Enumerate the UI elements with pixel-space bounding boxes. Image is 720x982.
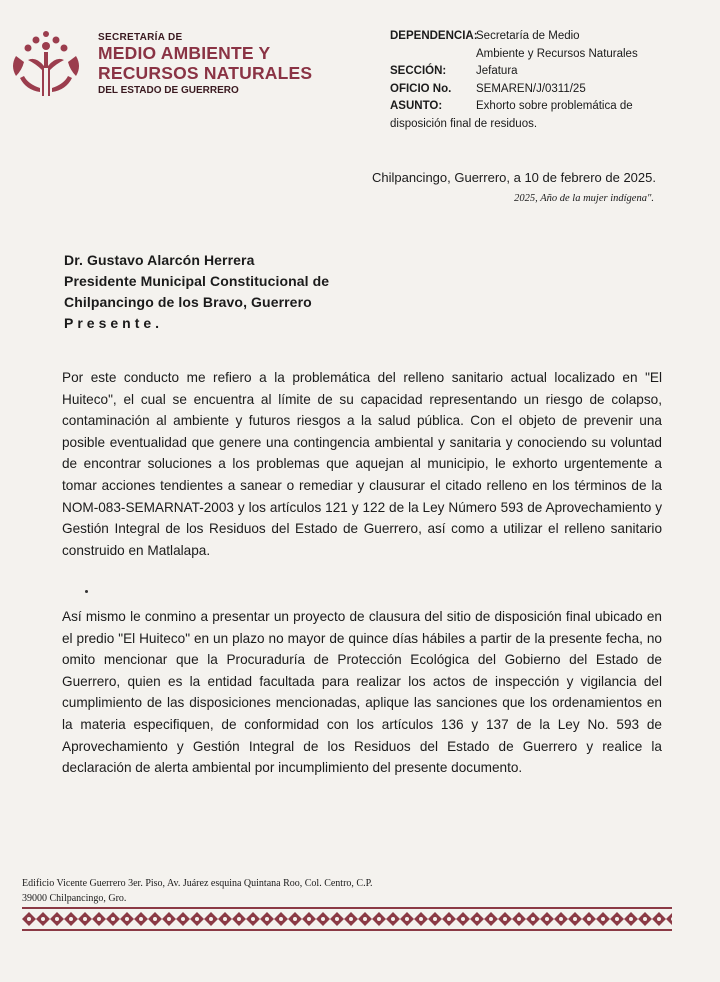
tree-hands-logo-icon: [6, 26, 86, 98]
oficio-value: SEMAREN/J/0311/25: [476, 82, 586, 95]
decorative-border-pattern: [22, 905, 672, 933]
org-line-4: DEL ESTADO DE GUERRERO: [98, 85, 239, 96]
organization-name: [98, 32, 312, 96]
org-line-1: SECRETARÍA DE: [98, 32, 183, 43]
footer-line-2: 39000 Chilpancingo, Gro.: [22, 893, 127, 904]
asunto-value: Exhorto sobre problemática de: [476, 100, 633, 112]
addressee-presente: Presente.: [64, 315, 164, 331]
dependencia-label: DEPENDENCIA:: [390, 30, 478, 42]
addressee-title: Presidente Municipal Constitucional de: [64, 273, 330, 289]
org-line-3: RECURSOS NATURALES: [98, 63, 313, 83]
addressee-block: [64, 250, 329, 334]
dependencia-value-cont: Ambiente y Recursos Naturales: [476, 47, 638, 60]
seccion-label: SECCIÓN:: [390, 65, 447, 77]
footer-address: [22, 876, 373, 906]
addressee-name: Dr. Gustavo Alarcón Herrera: [64, 252, 255, 268]
body-paragraph-2: Así mismo le conmino a presentar un proyecto de clausura del sitio de disposición final ubicado en el predio "El Huiteco" en un plazo no mayor de quince días hábiles a partir de la presente fecha, no omito mencionar que la Procuraduría de Protección Ecológica del Gobierno del Estado de Guerrero, quien es la entidad facultada para realizar los actos de inspección y vigilancia del cumplimiento de las disposiciones mencionadas, aplique las sanciones que los ordenamientos en la materia especifiquen, de conformidad con los artículos 136 y 137 de la Ley No. 593 de Aprovechamiento y Gestión Integral de los Residuos del Estado de Guerrero y realice la declaración de alerta ambiental por incumplimiento del presente documento.: [62, 609, 662, 776]
year-motto: 2025, Año de la mujer indígena".: [514, 193, 654, 204]
footer-line-1: Edificio Vicente Guerrero 3er. Piso, Av. Juárez esquina Quintana Roo, Col. Centro, C.P.: [22, 878, 373, 889]
body-paragraph-1: Por este conducto me refiero a la problemática del relleno sanitario actual localizado en "El Huiteco", el cual se encuentra al límite de su capacidad representando un riesgo de colapso, contaminación al ambiente y futuros riesgos a la salud pública. Con el objeto de prevenir una posible eventualidad que genere una contingencia ambiental y sanitaria y conociendo su voluntad de encontrar soluciones a los problemas que aquejan al municipio, le exhorto urgentemente a tomar acciones tendientes a sanear o remediar y clausurar el citado relleno en los términos de la NOM-083-SEMARNAT-2003 y los artículos 121 y 122 de la Ley Número 593 de Aprovechamiento y Gestión Integral de los Residuos del Estado de Guerrero, así como a utilizar el relleno sanitario construido en Matlalapa.: [62, 370, 662, 558]
letter-metadata: [390, 28, 716, 133]
seccion-value: Jefatura: [476, 65, 518, 77]
addressee-municipality: Chilpancingo de los Bravo, Guerrero: [64, 294, 312, 310]
asunto-label: ASUNTO:: [390, 100, 443, 112]
org-line-2: MEDIO AMBIENTE Y: [98, 43, 271, 63]
date-line: Chilpancingo, Guerrero, a 10 de febrero de 2025.: [371, 170, 656, 185]
oficio-label: OFICIO No.: [390, 82, 452, 95]
asunto-value-cont: disposición final de residuos.: [390, 117, 538, 130]
dependencia-value: Secretaría de Medio: [476, 30, 580, 42]
stray-mark: [85, 590, 88, 593]
